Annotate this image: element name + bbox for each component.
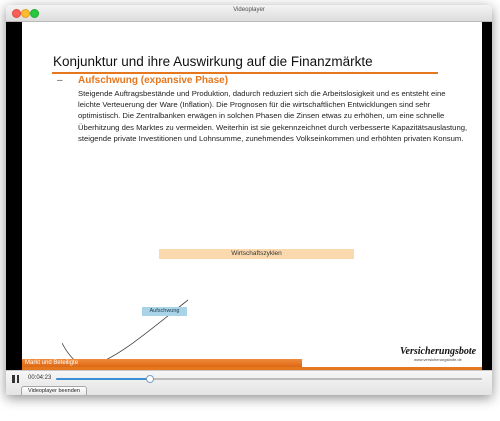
slide-subheading: Aufschwung (expansive Phase) [78, 75, 229, 86]
slide-body-text: Steigende Auftragsbestände und Produktion, dadurch reduziert sich die Arbeitslosigkeit und es entsteht eine leichte Verteuerung der Ware (Inflation). Die Prognosen für die wirtschaftlichen Entwicklungen sind sehr optimistisch. Die Zentralbanken erwägen in solchen Phasen die Zinsen etwas zu erhöhen, um eine schnelle Überhitzung des Marktes zu vermeiden. Weiterhin ist sie gekennzeichnet durch verbesserte Kapazitätsauslastung, steigende private Investitionen und Lohnsumme, zunehmendes Volkseinkommen und erhöhten privaten Konsum. [78, 89, 468, 143]
window-title: Videoplayer [233, 7, 265, 13]
slide-title: Konjunktur und ihre Auswirkung auf die Finanzmärkte [53, 54, 373, 69]
section-label: Markt und Beteiligte [25, 360, 79, 366]
title-underline [52, 72, 438, 74]
versicherungsbote-logo [400, 346, 482, 370]
logo-name: Versicherungsbote [400, 346, 477, 357]
pause-icon[interactable] [12, 375, 20, 383]
progress-fill [56, 378, 150, 380]
elapsed-time: 00:04:23 [28, 375, 52, 381]
progress-slider[interactable] [56, 378, 482, 380]
videoplayer-window [6, 5, 492, 395]
end-videoplayer-button[interactable]: Videoplayer beenden [21, 386, 87, 395]
bullet-dash: – [57, 75, 63, 86]
presentation-slide [22, 22, 482, 370]
player-controls [6, 370, 492, 395]
phase-label: Aufschwung [142, 307, 187, 316]
progress-knob[interactable] [146, 375, 154, 383]
business-cycle-curve [62, 290, 192, 370]
logo-tagline: www.versicherungsbote.de [414, 357, 462, 362]
title-bar [6, 5, 492, 22]
business-cycle-label: Wirtschaftszyklen [159, 249, 354, 259]
